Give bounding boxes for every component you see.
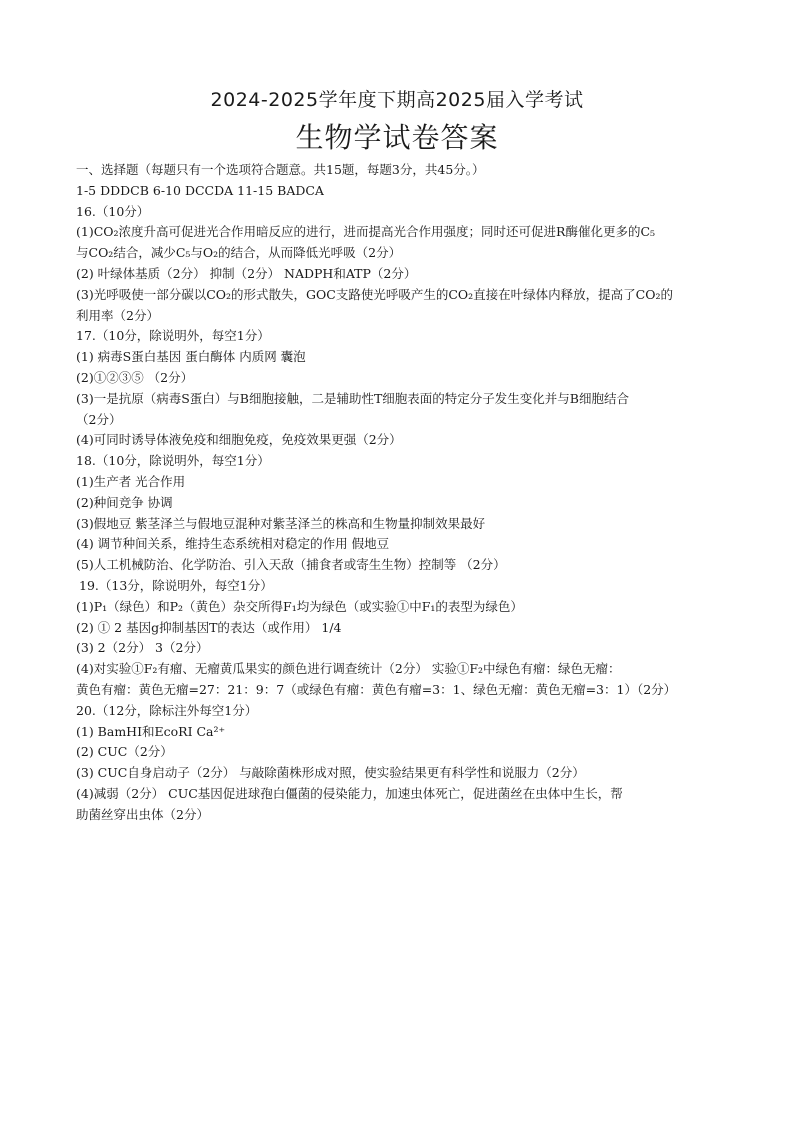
answer-line: (2) ① 2 基因g抑制基因T的表达（或作用） 1/4 bbox=[76, 619, 342, 635]
answer-title: 生物学试卷答案 bbox=[295, 121, 499, 154]
answer-line: (3)一是抗原（病毒S蛋白）与B细胞接触，二是辅助性T细胞表面的特定分子发生变化并与B细胞结合 bbox=[76, 390, 629, 406]
mc-answers: 1-5 DDDCB 6-10 DCCDA 11-15 BADCA bbox=[76, 182, 324, 198]
section-header: 一、选择题（每题只有一个选项符合题意。共15题，每题3分，共45分。） bbox=[76, 162, 485, 177]
exam-title: 2024-2025学年度下期高2025届入学考试 bbox=[210, 89, 584, 111]
answer-line: 与CO₂结合，减少C₅与O₂的结合，从而降低光呼吸（2分） bbox=[76, 245, 402, 261]
answer-line: (1)生产者 光合作用 bbox=[76, 473, 186, 489]
answer-line: (2)①②③⑤ （2分） bbox=[76, 369, 194, 385]
answer-line: (3)假地豆 紫茎泽兰与假地豆混种对紫茎泽兰的株高和生物量抑制效果最好 bbox=[76, 515, 486, 531]
answer-line: (2) 叶绿体基质（2分） 抑制（2分） NADPH和ATP（2分） bbox=[76, 265, 417, 281]
answer-line: (2) CUC（2分） bbox=[76, 744, 173, 760]
question-17-header: 17.（10分，除说明外，每空1分） bbox=[76, 328, 270, 344]
question-20-header: 20.（12分，除标注外每空1分） bbox=[76, 702, 258, 718]
question-19-header: 19.（13分，除说明外，每空1分） bbox=[79, 577, 273, 593]
answer-line: （2分） bbox=[76, 411, 122, 427]
answer-line: (3) 2（2分） 3（2分） bbox=[76, 640, 209, 656]
answer-line: (1) 病毒S蛋白基因 蛋白酶体 内质网 囊泡 bbox=[76, 349, 306, 365]
answer-line: 利用率（2分） bbox=[76, 307, 159, 323]
answer-content bbox=[76, 160, 726, 826]
answer-line: (2)种间竞争 协调 bbox=[76, 494, 173, 510]
answer-line: (3)光呼吸使一部分碳以CO₂的形式散失，GOC支路使光呼吸产生的CO₂直接在叶绿体内释放，提高了CO₂的 bbox=[76, 286, 673, 302]
answer-line: 助菌丝穿出虫体（2分） bbox=[76, 806, 209, 822]
answer-line: (1)CO₂浓度升高可促进光合作用暗反应的进行，进而提高光合作用强度；同时还可促进R酶催化更多的C₅ bbox=[76, 224, 656, 240]
answer-line: (4)可同时诱导体液免疫和细胞免疫，免疫效果更强（2分） bbox=[76, 432, 402, 448]
answer-line: (5)人工机械防治、化学防治、引入天敌（捕食者或寄生生物）控制等 （2分） bbox=[76, 557, 506, 573]
answer-line: (3) CUC自身启动子（2分） 与敲除菌株形成对照，使实验结果更有科学性和说服力（2分） bbox=[76, 765, 585, 781]
answer-line: (4) 调节种间关系，维持生态系统相对稳定的作用 假地豆 bbox=[76, 536, 390, 552]
question-18-header: 18.（10分，除说明外，每空1分） bbox=[76, 453, 270, 469]
answer-line: (1)P₁（绿色）和P₂（黄色）杂交所得F₁均为绿色（或实验①中F₁的表型为绿色） bbox=[76, 598, 523, 614]
answer-line: 黄色有瘤：黄色无瘤=27：21：9：7（或绿色有瘤：黄色有瘤=3：1、绿色无瘤：黄色无瘤=3：1）（2分） bbox=[76, 681, 677, 697]
question-16-header: 16.（10分） bbox=[76, 203, 150, 219]
answer-line: (4)对实验①F₂有瘤、无瘤黄瓜果实的颜色进行调查统计（2分） 实验①F₂中绿色有瘤：绿色无瘤： bbox=[76, 661, 621, 677]
answer-line: (4)减弱（2分） CUC基因促进球孢白僵菌的侵染能力，加速虫体死亡，促进菌丝在虫体中生长，帮 bbox=[76, 785, 623, 801]
answer-line: (1) BamHⅠ和EcoRⅠ Ca²⁺ bbox=[76, 723, 226, 739]
